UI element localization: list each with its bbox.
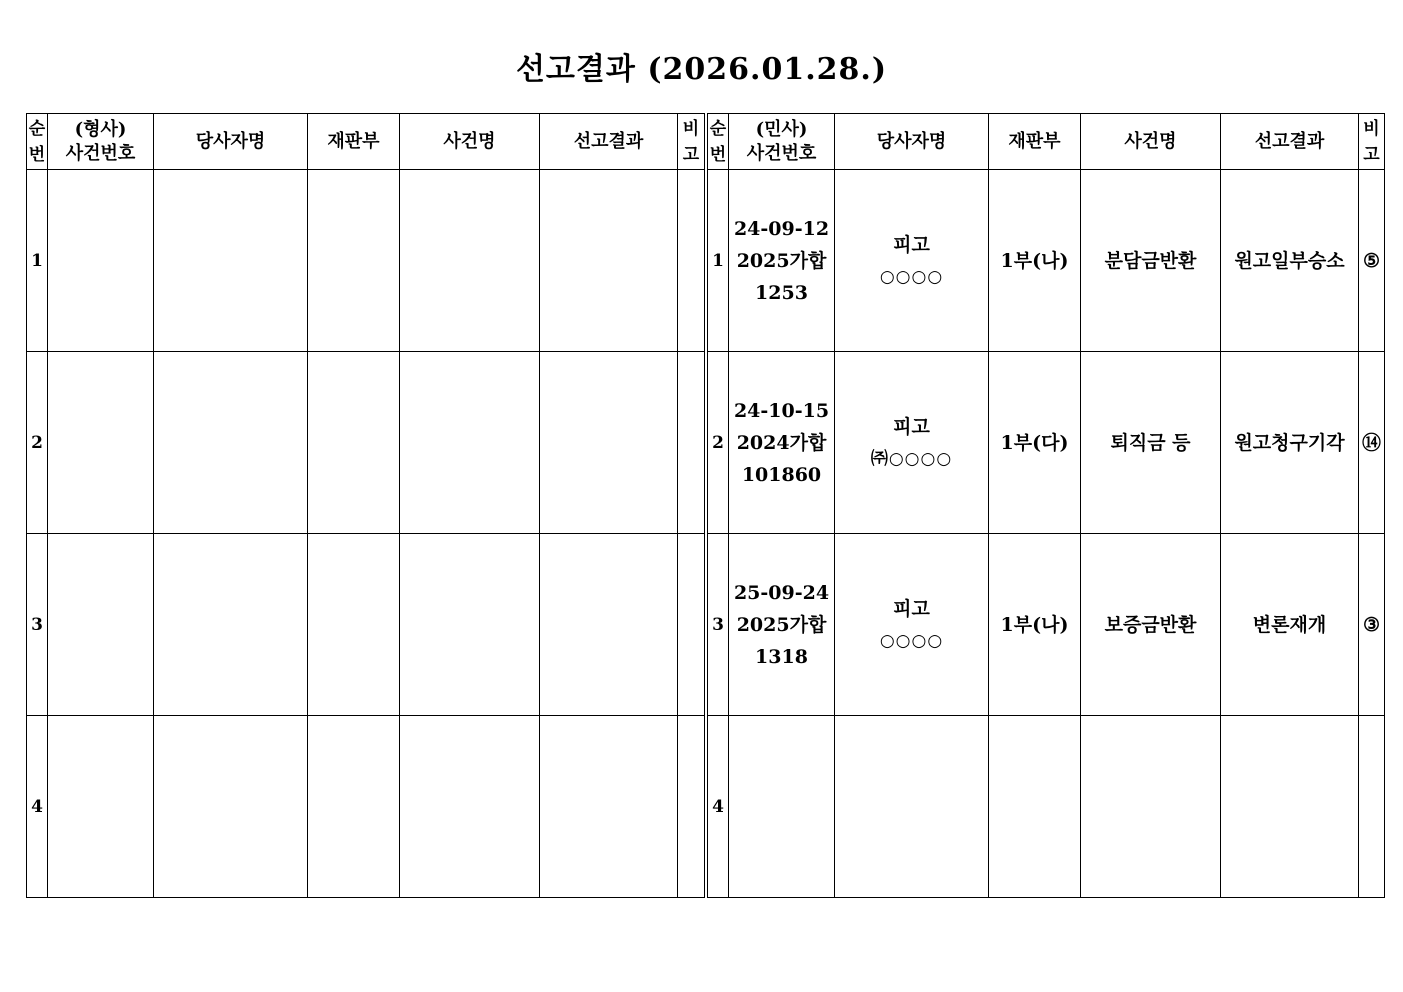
cell-party xyxy=(154,170,308,352)
cell-division xyxy=(989,716,1081,898)
party-role: 피고 xyxy=(893,233,930,256)
page-title: 선고결과 (2026.01.28.) xyxy=(515,52,888,87)
cell-note xyxy=(678,534,705,716)
header-case-name: 사건명 xyxy=(400,114,540,170)
party-name: ○○○○ xyxy=(879,266,944,287)
case-type: 2025가합 xyxy=(736,613,827,636)
cell-division xyxy=(308,170,400,352)
cell-case-number xyxy=(729,352,835,534)
cell-case-name: 보증금반환 xyxy=(1081,534,1221,716)
cell-result: 원고일부승소 xyxy=(1221,170,1359,352)
header-case-number: (민사) 사건번호 xyxy=(729,114,835,170)
cell-note xyxy=(678,170,705,352)
cell-case-number xyxy=(48,170,154,352)
case-filed-date: 24-10-15 xyxy=(733,399,830,422)
cell-case-name xyxy=(400,352,540,534)
cell-case-number xyxy=(729,534,835,716)
cell-case-name: 분담금반환 xyxy=(1081,170,1221,352)
cell-party xyxy=(835,170,989,352)
header-case-name: 사건명 xyxy=(1081,114,1221,170)
cell-result: 원고청구기각 xyxy=(1221,352,1359,534)
cell-seq: 3 xyxy=(708,534,729,716)
cell-result xyxy=(540,534,678,716)
cell-note: ⑭ xyxy=(1359,352,1385,534)
cell-case-number xyxy=(729,716,835,898)
cell-seq: 2 xyxy=(27,352,48,534)
cell-party xyxy=(835,534,989,716)
cell-party xyxy=(154,716,308,898)
case-filed-date: 24-09-12 xyxy=(733,217,830,240)
header-note: 비 고 xyxy=(1359,114,1385,170)
cell-division xyxy=(308,716,400,898)
table-row xyxy=(27,716,705,898)
header-seq: 순 번 xyxy=(27,114,48,170)
cell-division: 1부(다) xyxy=(989,352,1081,534)
cell-seq: 4 xyxy=(708,716,729,898)
cell-case-number xyxy=(48,534,154,716)
header-party: 당사자명 xyxy=(154,114,308,170)
cell-division: 1부(나) xyxy=(989,534,1081,716)
case-number: 101860 xyxy=(741,463,822,486)
civil-results-table xyxy=(707,113,1385,898)
cell-result xyxy=(1221,716,1359,898)
cell-case-number xyxy=(48,352,154,534)
cell-case-name xyxy=(400,716,540,898)
cell-note xyxy=(678,716,705,898)
cell-party xyxy=(835,716,989,898)
table-row xyxy=(708,716,1385,898)
cell-party xyxy=(835,352,989,534)
table-row xyxy=(27,170,705,352)
case-number: 1318 xyxy=(755,645,808,668)
table-row xyxy=(27,534,705,716)
cell-seq: 1 xyxy=(27,170,48,352)
header-division: 재판부 xyxy=(989,114,1081,170)
cell-result xyxy=(540,352,678,534)
cell-party xyxy=(154,352,308,534)
cell-case-number xyxy=(729,170,835,352)
table-header-row xyxy=(708,114,1385,170)
party-role: 피고 xyxy=(893,415,930,438)
case-type: 2024가합 xyxy=(736,431,827,454)
cell-case-name: 퇴직금 등 xyxy=(1081,352,1221,534)
cell-note xyxy=(1359,716,1385,898)
header-seq: 순 번 xyxy=(708,114,729,170)
case-filed-date: 25-09-24 xyxy=(733,581,830,604)
table-row xyxy=(27,352,705,534)
criminal-results-table xyxy=(26,113,705,898)
header-result: 선고결과 xyxy=(540,114,678,170)
table-header-row xyxy=(27,114,705,170)
case-number: 1253 xyxy=(755,281,808,304)
cell-seq: 2 xyxy=(708,352,729,534)
cell-result xyxy=(540,716,678,898)
cell-division xyxy=(308,352,400,534)
table-row xyxy=(708,352,1385,534)
cell-note: ⑤ xyxy=(1359,170,1385,352)
header-division: 재판부 xyxy=(308,114,400,170)
cell-note: ③ xyxy=(1359,534,1385,716)
cell-division: 1부(나) xyxy=(989,170,1081,352)
cell-seq: 4 xyxy=(27,716,48,898)
party-name: ○○○○ xyxy=(879,630,944,651)
cell-case-name xyxy=(400,534,540,716)
cell-result: 변론재개 xyxy=(1221,534,1359,716)
header-case-number: (형사) 사건번호 xyxy=(48,114,154,170)
cell-result xyxy=(540,170,678,352)
header-result: 선고결과 xyxy=(1221,114,1359,170)
table-row xyxy=(708,534,1385,716)
table-row xyxy=(708,170,1385,352)
cell-case-name xyxy=(1081,716,1221,898)
cell-seq: 1 xyxy=(708,170,729,352)
cell-note xyxy=(678,352,705,534)
cell-case-name xyxy=(400,170,540,352)
cell-seq: 3 xyxy=(27,534,48,716)
cell-division xyxy=(308,534,400,716)
cell-case-number xyxy=(48,716,154,898)
party-name: ㈜○○○○ xyxy=(870,448,953,469)
party-role: 피고 xyxy=(893,597,930,620)
header-party: 당사자명 xyxy=(835,114,989,170)
cell-party xyxy=(154,534,308,716)
header-note: 비 고 xyxy=(678,114,705,170)
case-type: 2025가합 xyxy=(736,249,827,272)
